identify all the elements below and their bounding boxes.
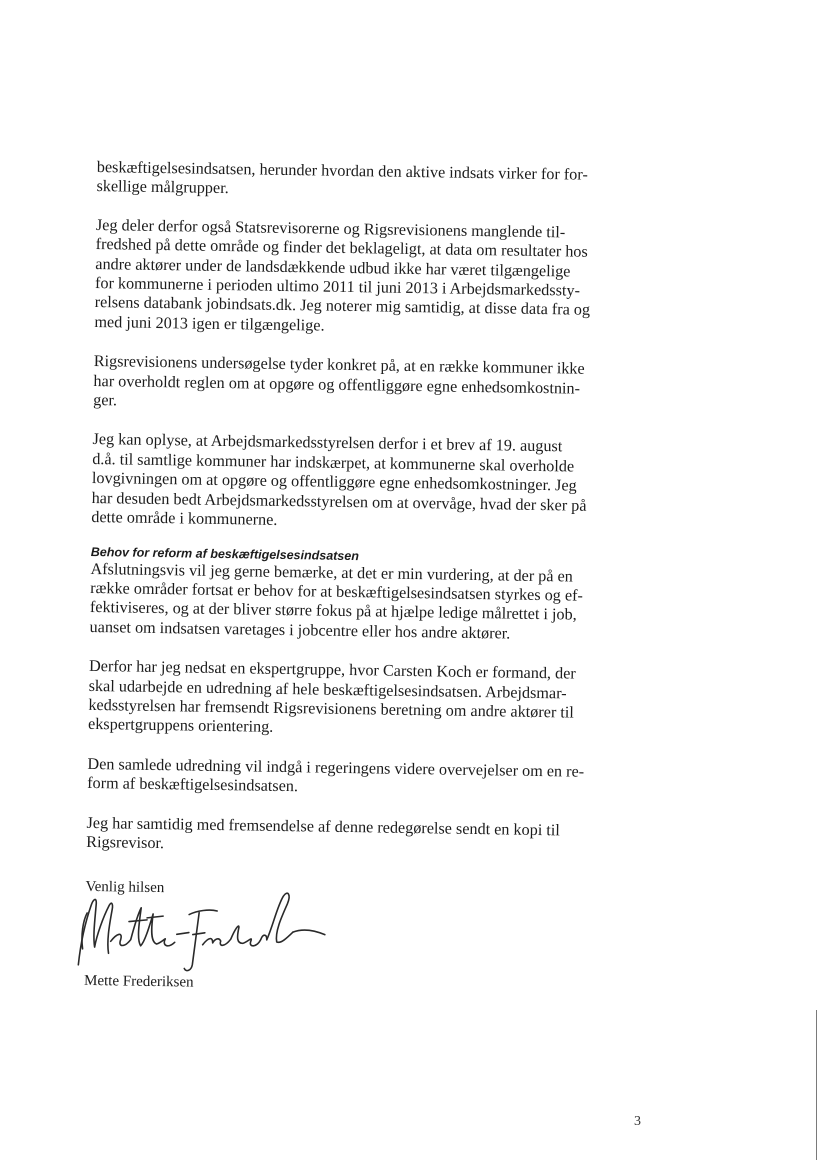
paragraph-copy-to-auditor: Jeg har samtidig med fremsendelse af denne redegørelse sendt en kopi til Rigsrevisor. bbox=[86, 813, 560, 853]
page-number: 3 bbox=[634, 1114, 641, 1129]
signer-name: Mette Frederiksen bbox=[83, 973, 194, 991]
paragraph-reform: Den samlede udredning vil indgå i regeringens videre overvejelser om en re- form af beskæftigelsesindsatsen. bbox=[87, 754, 585, 796]
letter-body bbox=[84, 158, 617, 999]
paragraph-expert-group: Derfor har jeg nedsat en ekspertgruppe, hvor Carsten Koch er formand, der skal udarbejde en udredning af hele beskæftigelsesindsatsen. Arbejdsmar- kedsstyrelsen har fremsendt Rigsrevisionens beretning om andre aktører til ekspertgruppens orientering. bbox=[87, 657, 576, 737]
section-heading: Behov for reform af beskæftigelsesindsatsen bbox=[90, 544, 360, 563]
paragraph-unit-costs: Rigsrevisionens undersøgelse tyder konkret på, at en række kommuner ikke har overholdt reglen om at opgøre og offentliggøre egne enhedsomkostnin- ger. bbox=[93, 352, 585, 410]
paragraph-target-groups: beskæftigelsesindsatsen, herunder hvordan den aktive indsats virker for for- skellige målgrupper. bbox=[96, 158, 588, 198]
closing-greeting: Venlig hilsen bbox=[85, 879, 165, 897]
scan-edge-line bbox=[816, 1010, 817, 1160]
paragraph-dissatisfaction: Jeg deler derfor også Statsrevisorerne og Rigsrevisionens manglende til- fredshed på dette område og finder det beklageligt, at data om resultater hos andre aktører under de landsdækkende udbud ikke har været tilgængelige for kommunerne i perioden ultimo 2011 til juni 2013 i Arbejdsmarkedssty- relsens databank jobindsats.dk. Jeg noterer mig samtidig, at disse data fra og med juni 2013 igen er tilgængelige. bbox=[94, 215, 591, 335]
paragraph-conclusion: Afslutningsvis vil jeg gerne bemærke, at det er min vurdering, at der på en række områder fortsat er behov for at beskæftigelsesindsatsen styrkes og ef- fektiviseres, og at der bliver større fokus på at hjælpe ledige målrettet i job, uanset om indsatsen varetages i jobcentre eller hos andre aktører. bbox=[89, 559, 584, 643]
paragraph-letter-to-municipalities: Jeg kan oplyse, at Arbejdsmarkedsstyrelsen derfor i et brev af 19. august d.å. til samtlige kommuner har indskærpet, at kommunerne skal overholde lovgivningen om at opgøre og offentliggøre egne enhedsomkostninger. Jeg har desuden bedt Arbejdsmarkedsstyrelsen om at overvåge, hvad der sker på dette område i kommunerne. bbox=[91, 430, 587, 529]
signature-icon bbox=[62, 883, 333, 982]
